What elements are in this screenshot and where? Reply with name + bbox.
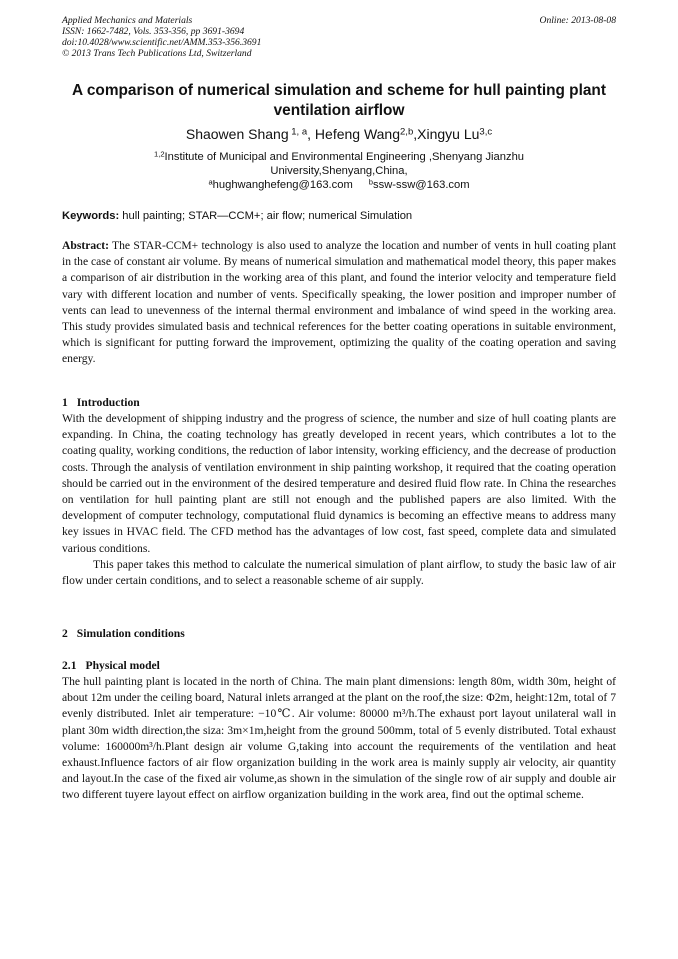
journal-header [62, 15, 261, 59]
author-affiliation-mark: 2,b [400, 126, 414, 138]
doi-line: doi:10.4028/www.scientific.net/AMM.353-356.3691 [62, 37, 262, 48]
paper-title: A comparison of numerical simulation and scheme for hull painting plant ventilation airflow [72, 82, 606, 119]
email-mark-a: a [208, 177, 213, 187]
section-2-title: Simulation conditions [76, 627, 185, 640]
section-2-number: 2 [62, 627, 68, 640]
keywords-text: hull painting; STAR—CCM+; air flow; numerical Simulation [119, 210, 413, 222]
issn-line: ISSN: 1662-7482, Vols. 353-356, pp 3691-3694 [62, 26, 245, 37]
copyright-line: © 2013 Trans Tech Publications Ltd, Switzerland [62, 48, 252, 59]
author-affiliation-mark: 3,c [479, 126, 493, 138]
affiliation-mark: 1,2 [153, 149, 165, 159]
journal-name: Applied Mechanics and Materials [62, 15, 193, 26]
section-1-title: Introduction [76, 396, 140, 409]
email-a[interactable]: hughwanghefeng@163.com [212, 179, 353, 191]
email-b[interactable]: ssw-ssw@163.com [373, 179, 470, 191]
author-separator: , [307, 126, 315, 142]
email-mark-b: b [368, 177, 374, 187]
author-name: Hefeng Wang [314, 126, 401, 142]
abstract [62, 238, 616, 368]
affiliation-line-1: Institute of Municipal and Environmental Engineering ,Shenyang Jianzhu [164, 151, 525, 163]
keywords [62, 209, 616, 223]
section-1-paragraph-2: This paper takes this method to calculate the numerical simulation of plant airflow, to study the basic law of air flow under certain conditions, and to select a reasonable scheme of air supply. [62, 557, 616, 588]
abstract-text: The STAR-CCM+ technology is also used to analyze the location and number of vents in hull coating plant in the case of constant air volume. By means of numerical simulation and mathematical model theory, this paper makes a comparison of air distribution in the working area of this plant, and found the interior velocity and temperature field vary with different location and number of vents. Specifically speaking, the lower position and improper number of vents can lead to unevenness of the internal thermal environment and imbalance of wind speed in the working area. This study provides simulated basis and technical references for the better coating operations in suitable environment, which is significant for putting forward the improvement, optimizing the quality of the coating operation and saving energy. [62, 239, 616, 366]
affiliation-block [62, 150, 616, 192]
author-list [62, 125, 616, 143]
section-2-1-heading [62, 659, 169, 673]
section-2-heading [62, 627, 194, 641]
section-2-1-paragraph: The hull painting plant is located in the north of China. The main plant dimensions: length 80m, width 30m, height of about 12m under the ceiling board, Natural inlets arranged at the plant on the roof,the size: Φ2m, height:12m, total of 7 evenly distributed. Inlet air temperature: −10℃. Air volume: 80000 m³/h.The exhaust port layout unilateral wall in plant 30m width direction,the siza: 3m×1m,height from the ground 500mm, total of 5 evenly distributed. Total exhaust volume: 160000m³/h.Plant design air volume G,taking into account the requirements of the ventilation and heat exhaust.Influence factors of air flow organization building in the work area is mainly supply air velocity, air quantity and layout.In the case of the fixed air volume,as shown in the simulation of the single row of air supply and double air two different tuyere layout effect on airflow organization building in the work area, find out the optimal scheme. [62, 675, 616, 802]
author-separator: , [413, 126, 418, 142]
section-1-number: 1 [62, 396, 68, 409]
affiliation-line-2: University,Shenyang,China, [270, 165, 408, 177]
online-date: Online: 2013-08-08 [539, 15, 616, 26]
author-affiliation-mark: 1, a [288, 126, 308, 138]
section-2-1-number: 2.1 [62, 659, 77, 672]
section-1-body [62, 411, 616, 589]
author-name: Xingyu Lu [417, 126, 480, 142]
author-name: Shaowen Shang [185, 126, 289, 142]
section-1-paragraph-1: With the development of shipping industry and the progress of science, the number and size of hull coating plants are expanding. In China, the coating technology has greatly developed in recent years, which contributes a lot to the coating quality, working conditions, the reduction of labor intensity, working efficiency, and the decrease of production costs. Through the analysis of ventilation environment in ship painting workshop, it required that the coating operation should be carried out in the environment of the desired temperature and desired fluid flow rate. In China the researches on ventilation for hull painting plant are still not enough and the published papers are also limited. With the development of computer technology, computational fluid dynamics is becoming an effective means to address many key issues in HVAC field. The CFD method has the advantages of low cost, fast speed, complete data and simulated various conditions. [62, 412, 616, 555]
section-2-1-body [62, 674, 616, 804]
abstract-label: Abstract: [62, 239, 110, 252]
section-1-heading [62, 396, 149, 410]
section-2-1-title: Physical model [85, 659, 160, 672]
keywords-label: Keywords: [62, 210, 120, 222]
